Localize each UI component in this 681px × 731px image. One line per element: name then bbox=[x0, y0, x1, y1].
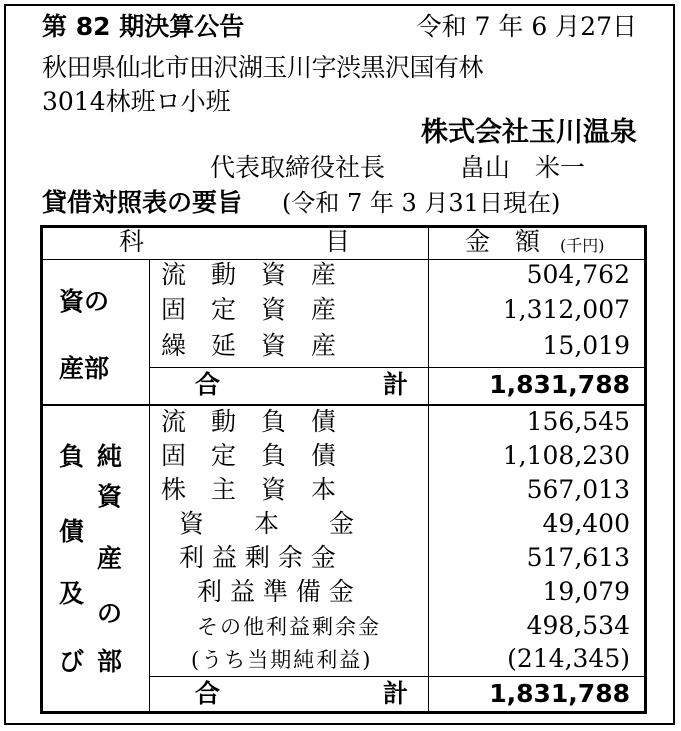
column-header-amount: 金 額 bbox=[465, 227, 541, 256]
liab-row-value: 498,534 bbox=[526, 611, 630, 640]
period-title: 第 82 期決算公告 bbox=[42, 12, 245, 41]
liab-row-value: 19,079 bbox=[542, 577, 630, 606]
divider-assets-total bbox=[149, 367, 644, 368]
liab-total-value: 1,831,788 bbox=[489, 679, 630, 708]
liab-row-value: 156,545 bbox=[526, 407, 630, 436]
liab-label-char: び bbox=[59, 647, 85, 676]
liab-row-label: (うち当期純利益) bbox=[191, 648, 373, 672]
divider-section bbox=[43, 404, 644, 406]
liab-label-char: 債 bbox=[59, 517, 85, 546]
balance-sheet-table bbox=[40, 225, 647, 714]
assets-section-label-1: 資の bbox=[59, 287, 110, 316]
assets-total-label-1: 合 bbox=[195, 370, 221, 399]
liab-row-label: 資 本 金 bbox=[179, 509, 355, 538]
representative-name: 畠山 米一 bbox=[460, 153, 586, 182]
liab-row-label: その他利益剰余金 bbox=[197, 615, 381, 639]
address-line-1: 秋田県仙北市田沢湖玉川字渋黒沢国有林 bbox=[42, 53, 484, 82]
liab-label-char: の bbox=[97, 599, 123, 628]
assets-total-label-2: 計 bbox=[383, 370, 409, 399]
liab-row-value: 567,013 bbox=[526, 475, 630, 504]
column-header-subject-2: 目 bbox=[325, 227, 351, 256]
liab-total-label-1: 合 bbox=[195, 679, 221, 708]
divider-vertical-amount bbox=[428, 228, 429, 711]
assets-row-value: 1,312,007 bbox=[502, 295, 630, 324]
assets-total-value: 1,831,788 bbox=[489, 370, 630, 399]
liab-row-value: 517,613 bbox=[526, 543, 630, 572]
liab-label-char: 産 bbox=[97, 544, 123, 573]
liab-label-char: 純 bbox=[97, 442, 123, 471]
assets-row-label: 流 動 資 産 bbox=[161, 260, 337, 289]
liab-row-label: 固 定 負 債 bbox=[161, 441, 337, 470]
summary-date: (令和 7 年 3 月31日現在) bbox=[282, 189, 561, 217]
liab-row-label: 株 主 資 本 bbox=[161, 475, 337, 504]
liab-total-label-2: 計 bbox=[383, 679, 409, 708]
liab-row-label: 流 動 負 債 bbox=[161, 407, 337, 436]
column-header-subject-1: 科 bbox=[119, 227, 145, 256]
divider-liab-total bbox=[149, 676, 644, 677]
assets-row-label: 固 定 資 産 bbox=[161, 295, 337, 324]
liab-row-value: 49,400 bbox=[542, 509, 630, 538]
liab-label-char: 部 bbox=[97, 647, 123, 676]
liab-label-char: 負 bbox=[59, 442, 85, 471]
liab-row-label: 利 益 剰 余 金 bbox=[179, 543, 336, 572]
liab-label-char: 資 bbox=[97, 482, 123, 511]
notice-date: 令和 7 年 6 月27日 bbox=[416, 12, 637, 41]
assets-row-value: 15,019 bbox=[542, 331, 630, 360]
liab-row-value: (214,345) bbox=[507, 644, 630, 673]
column-header-unit: (千円) bbox=[560, 236, 605, 255]
assets-row-label: 繰 延 資 産 bbox=[161, 331, 337, 360]
address-line-2: 3014林班ロ小班 bbox=[42, 87, 231, 116]
divider-vertical-category bbox=[149, 259, 150, 711]
assets-section-label-2: 産部 bbox=[59, 354, 110, 383]
liab-row-label: 利 益 準 備 金 bbox=[197, 577, 354, 606]
assets-row-value: 504,762 bbox=[526, 260, 630, 289]
company-name: 株式会社玉川温泉 bbox=[421, 117, 637, 148]
liab-row-value: 1,108,230 bbox=[502, 441, 630, 470]
liab-label-char: 及 bbox=[59, 579, 85, 608]
summary-title: 貸借対照表の要旨 bbox=[42, 188, 243, 217]
representative-title: 代表取締役社長 bbox=[210, 153, 386, 182]
